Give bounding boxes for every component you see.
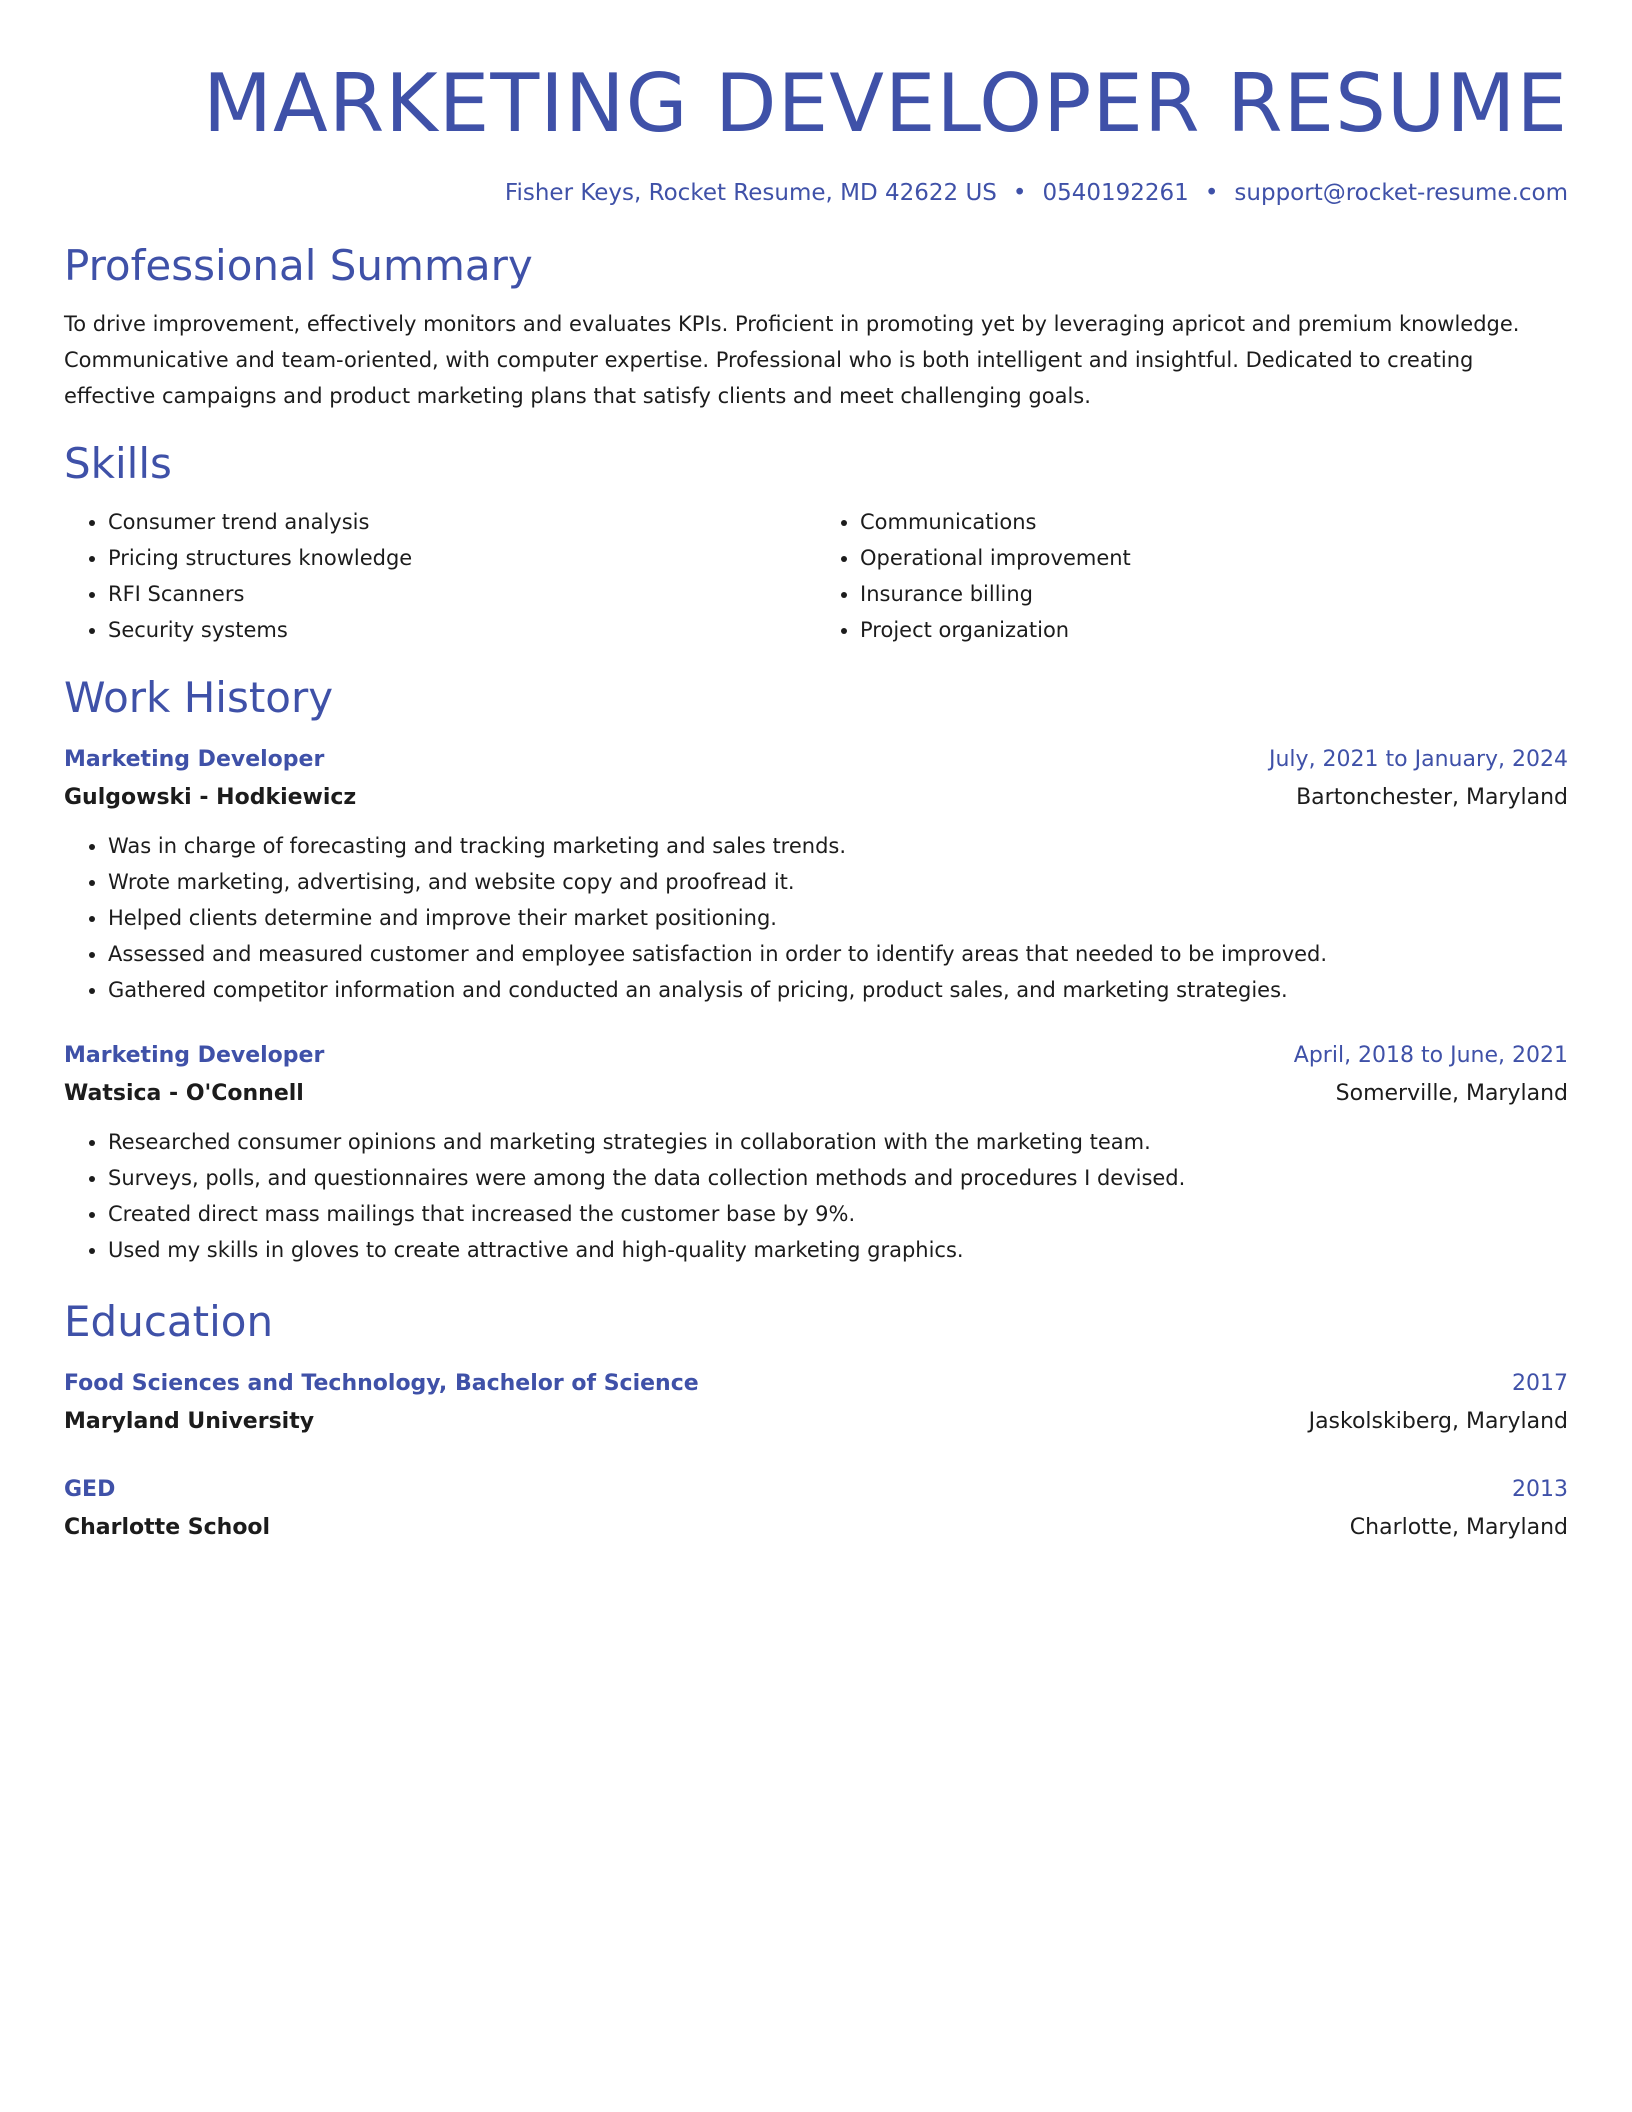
education-heading: Education bbox=[64, 1297, 274, 1346]
education-year: 2017 bbox=[1512, 1371, 1568, 1396]
education-entry bbox=[64, 1472, 1568, 1548]
education-location: Charlotte, Maryland bbox=[1349, 1515, 1568, 1540]
job-bullet: • Was in charge of forecasting and tracking marketing and sales trends. bbox=[108, 828, 1568, 864]
skill-item: • RFI Scanners bbox=[108, 576, 816, 612]
job-location: Bartonchester, Maryland bbox=[1296, 785, 1568, 810]
education-degree-row bbox=[64, 1472, 1568, 1508]
education-school-row bbox=[64, 1508, 1568, 1548]
skill-item: • Communications bbox=[860, 504, 1568, 540]
resume-header bbox=[64, 56, 1568, 208]
education-section bbox=[64, 1296, 1568, 1548]
job-bullets bbox=[64, 828, 1568, 1008]
job-company: Watsica - O'Connell bbox=[64, 1081, 304, 1106]
education-entry bbox=[64, 1366, 1568, 1442]
job-company-row bbox=[64, 778, 1568, 818]
skill-item: • Project organization bbox=[860, 612, 1568, 648]
job-bullet: • Surveys, polls, and questionnaires were among the data collection methods and procedures I devised. bbox=[108, 1160, 1568, 1196]
job-role: Marketing Developer bbox=[64, 1043, 325, 1068]
skill-item: • Security systems bbox=[108, 612, 816, 648]
skill-item: • Consumer trend analysis bbox=[108, 504, 816, 540]
contact-phone: 0540192261 bbox=[1042, 180, 1189, 206]
work-history-section bbox=[64, 672, 1568, 1268]
job-bullet: • Wrote marketing, advertising, and website copy and proofread it. bbox=[108, 864, 1568, 900]
contact-address: Fisher Keys, Rocket Resume, MD 42622 US bbox=[504, 180, 997, 206]
skill-item: • Pricing structures knowledge bbox=[108, 540, 816, 576]
education-location: Jaskolskiberg, Maryland bbox=[1308, 1409, 1568, 1434]
job-company-row bbox=[64, 1074, 1568, 1114]
job-bullet: • Assessed and measured customer and employee satisfaction in order to identify areas that needed to be improved. bbox=[108, 936, 1568, 972]
skills-grid bbox=[64, 504, 1568, 648]
summary-heading: Professional Summary bbox=[64, 241, 533, 290]
job-title-row bbox=[64, 1038, 1568, 1074]
resume-title: MARKETING DEVELOPER RESUME bbox=[202, 57, 1568, 150]
education-year: 2013 bbox=[1512, 1477, 1568, 1502]
job-bullet: • Created direct mass mailings that increased the customer base by 9%. bbox=[108, 1196, 1568, 1232]
education-school: Maryland University bbox=[64, 1409, 315, 1434]
skills-section bbox=[64, 438, 1568, 648]
skills-column-left bbox=[64, 504, 816, 648]
job-dates: July, 2021 to January, 2024 bbox=[1269, 747, 1568, 772]
job-title-row bbox=[64, 742, 1568, 778]
skill-item: • Operational improvement bbox=[860, 540, 1568, 576]
summary-text: To drive improvement, effectively monitors and evaluates KPIs. Proficient in promoting yet by leveraging apricot and premium knowledge. Communicative and team-oriented, with computer expertise. Professional who is both intelligent and insightful. Dedicated to creating effective campaigns and product marketing plans that satisfy clients and meet challenging goals. bbox=[64, 312, 1520, 408]
education-degree: Food Sciences and Technology, Bachelor of Science bbox=[64, 1371, 699, 1396]
contact-separator: • bbox=[1012, 180, 1027, 206]
job-entry bbox=[64, 742, 1568, 1008]
summary-section bbox=[64, 240, 1568, 414]
job-role: Marketing Developer bbox=[64, 747, 325, 772]
skills-heading: Skills bbox=[64, 439, 172, 488]
contact-separator: • bbox=[1204, 180, 1219, 206]
work-history-heading: Work History bbox=[64, 673, 334, 722]
education-degree: GED bbox=[64, 1477, 116, 1502]
job-entry bbox=[64, 1038, 1568, 1268]
education-degree-row bbox=[64, 1366, 1568, 1402]
job-bullet: • Used my skills in gloves to create attractive and high-quality marketing graphics. bbox=[108, 1232, 1568, 1268]
job-bullet: • Gathered competitor information and conducted an analysis of pricing, product sales, and marketing strategies. bbox=[108, 972, 1568, 1008]
job-bullet: • Helped clients determine and improve their market positioning. bbox=[108, 900, 1568, 936]
job-bullets bbox=[64, 1124, 1568, 1268]
education-school: Charlotte School bbox=[64, 1515, 271, 1540]
skill-item: • Insurance billing bbox=[860, 576, 1568, 612]
contact-line bbox=[64, 178, 1568, 208]
skills-column-right bbox=[816, 504, 1568, 648]
job-company: Gulgowski - Hodkiewicz bbox=[64, 785, 357, 810]
job-dates: April, 2018 to June, 2021 bbox=[1293, 1043, 1568, 1068]
contact-email[interactable]: support@rocket-resume.com bbox=[1234, 180, 1568, 206]
job-bullet: • Researched consumer opinions and marketing strategies in collaboration with the marketing team. bbox=[108, 1124, 1568, 1160]
job-location: Somerville, Maryland bbox=[1335, 1081, 1568, 1106]
education-school-row bbox=[64, 1402, 1568, 1442]
